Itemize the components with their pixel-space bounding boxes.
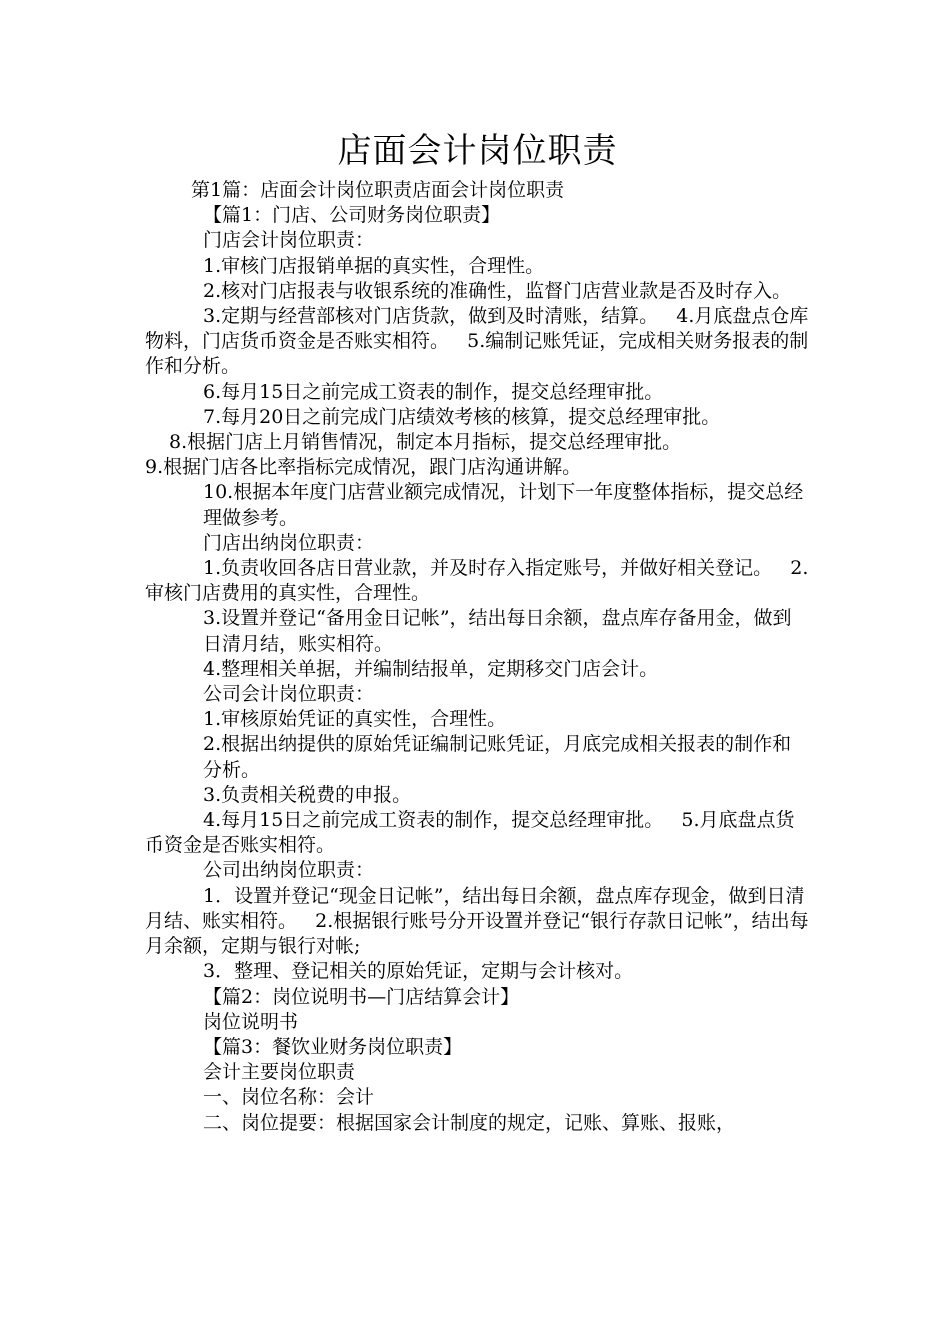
paragraph: 理做参考。 <box>203 506 299 529</box>
paragraph: 1．设置并登记“现金日记帐”，结出每日余额，盘点库存现金，做到日清月结、账实相符。 2.根据银行账号分开设置并登记“银行存款日记帐”，结出每月余额，定期与银行对帐; <box>145 884 809 958</box>
section-heading: 【篇1：门店、公司财务岗位职责】 <box>203 204 501 227</box>
paragraph: 3．整理、登记相关的原始凭证，定期与会计核对。 <box>203 960 634 983</box>
paragraph: 7.每月20日之前完成门店绩效考核的核算，提交总经理审批。 <box>203 405 721 428</box>
document-page <box>145 128 810 1136</box>
paragraph: 6.每月15日之前完成工资表的制作，提交总经理审批。 <box>203 380 664 403</box>
subsection-heading: 门店会计岗位职责： <box>203 229 375 252</box>
paragraph: 1.审核门店报销单据的真实性，合理性。 <box>203 254 545 277</box>
section-heading: 【篇2：岗位说明书—门店结算会计】 <box>203 985 520 1008</box>
paragraph: 会计主要岗位职责 <box>203 1061 356 1084</box>
subsection-heading: 公司会计岗位职责： <box>203 683 375 706</box>
paragraph: 10.根据本年度门店营业额完成情况，计划下一年度整体指标，提交总经 <box>203 481 804 504</box>
paragraph: 2.根据出纳提供的原始凭证编制记账凭证，月底完成相关报表的制作和 <box>203 733 792 756</box>
paragraph: 一、岗位名称：会计 <box>203 1086 375 1109</box>
paragraph: 9.根据门店各比率指标完成情况，跟门店沟通讲解。 <box>145 456 582 479</box>
section-heading: 第1篇：店面会计岗位职责店面会计岗位职责 <box>191 179 565 201</box>
document-title: 店面会计岗位职责 <box>337 131 618 171</box>
paragraph: 8.根据门店上月销售情况，制定本月指标，提交总经理审批。 <box>169 431 682 454</box>
paragraph: 3.设置并登记“备用金日记帐”，结出每日余额，盘点库存备用金，做到 <box>203 607 792 630</box>
paragraph: 4.整理相关单据，并编制结报单，定期移交门店会计。 <box>203 657 659 680</box>
paragraph: 2.核对门店报表与收银系统的准确性，监督门店营业款是否及时存入。 <box>203 279 792 302</box>
subsection-heading: 门店出纳岗位职责： <box>203 531 375 554</box>
paragraph: 二、岗位提要：根据国家会计制度的规定，记账、算账、报账， <box>203 1111 736 1134</box>
paragraph: 4.每月15日之前完成工资表的制作，提交总经理审批。 5.月底盘点货币资金是否账实相符。 <box>145 809 795 857</box>
paragraph: 分析。 <box>203 758 261 781</box>
section-heading: 【篇3：餐饮业财务岗位职责】 <box>203 1035 463 1058</box>
paragraph: 1.审核原始凭证的真实性，合理性。 <box>203 708 507 731</box>
paragraph: 岗位说明书 <box>203 1010 299 1033</box>
subsection-heading: 公司出纳岗位职责： <box>203 859 375 882</box>
paragraph: 3.负责相关税费的申报。 <box>203 783 412 806</box>
paragraph: 1.负责收回各店日营业款，并及时存入指定账号，并做好相关登记。 2.审核门店费用的真实性，合理性。 <box>145 557 809 605</box>
paragraph: 3.定期与经营部核对门店货款，做到及时清账，结算。 4.月底盘点仓库物料，门店货币资金是否账实相符。 5.编制记账凭证，完成相关财务报表的制作和分析。 <box>145 305 809 378</box>
paragraph: 日清月结，账实相符。 <box>203 632 394 655</box>
